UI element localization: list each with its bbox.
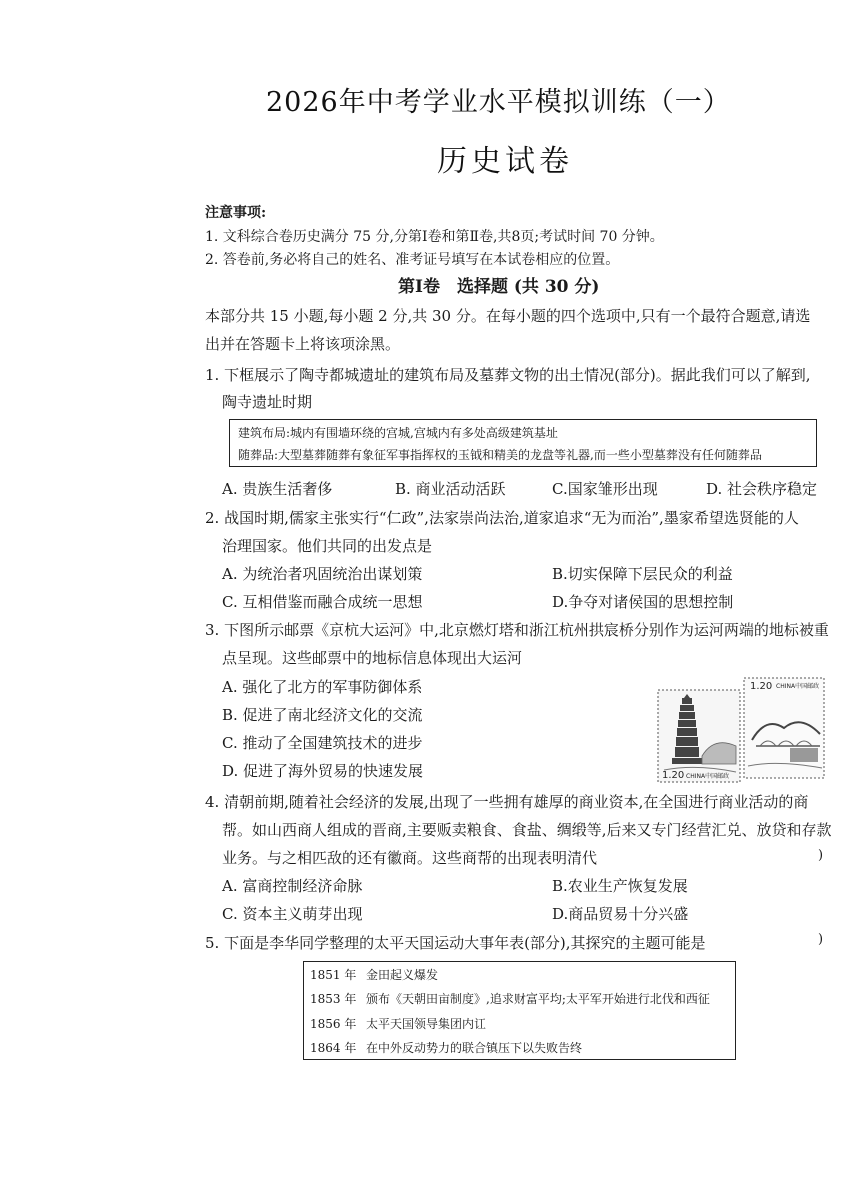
right-stamp-postal: CHINA中国邮政: [776, 683, 820, 690]
q3-option-c: C. 推动了全国建筑技术的进步: [222, 734, 423, 752]
notice-heading: 注意事项:: [205, 205, 267, 221]
section-intro-line-1: 本部分共 15 小题,每小题 2 分,共 30 分。在每小题的四个选项中,只有一个最符合题意,请选: [205, 307, 811, 325]
q4-stem-line-2: 帮。如山西商人组成的晋商,主要贩卖粮食、食盐、绸缎等,后来又专门经营汇兑、放贷和存款: [222, 821, 832, 839]
q5-stem: 5. 下面是李华同学整理的太平天国运动大事年表(部分),其探究的主题可能是: [205, 934, 706, 952]
q2-option-a: A. 为统治者巩固统治出谋划策: [222, 565, 423, 583]
timeline-event: 颁布《天朝田亩制度》,追求财富平均;太平军开始进行北伐和西征: [366, 992, 710, 1006]
q4-option-d: D.商品贸易十分兴盛: [552, 905, 689, 923]
timeline-row: [310, 990, 710, 1007]
stamps-illustration: [656, 676, 826, 786]
q2-stem-line-2: 治理国家。他们共同的出发点是: [222, 537, 433, 555]
q1-info-box: [229, 419, 817, 467]
q3-option-b: B. 促进了南北经济文化的交流: [222, 706, 423, 724]
right-stamp-value: 1.20: [750, 681, 773, 692]
q3-option-a: A. 强化了北方的军事防御体系: [222, 678, 423, 696]
q1-option-d: D. 社会秩序稳定: [706, 480, 818, 498]
section-title: 第Ⅰ卷 选择题 (共 30 分): [398, 277, 600, 297]
timeline-event: 金田起义爆发: [366, 968, 439, 982]
timeline-year: 1864 年: [310, 1041, 357, 1055]
q1-box-line-1: 建筑布局:城内有围墙环绕的宫城,宫城内有多处高级建筑基址: [238, 426, 558, 440]
q1-option-b: B. 商业活动活跃: [395, 480, 506, 498]
q1-stem-line-2: 陶寺遗址时期: [222, 393, 313, 411]
notice-item-1: 1. 文科综合卷历史满分 75 分,分第Ⅰ卷和第Ⅱ卷,共8页;考试时间 70 分钟。: [205, 229, 664, 245]
q4-stem-line-1: 4. 清朝前期,随着社会经济的发展,出现了一些拥有雄厚的商业资本,在全国进行商业活动的商: [205, 793, 809, 811]
timeline-row: [310, 1039, 582, 1056]
left-stamp-value: 1.20: [662, 770, 685, 781]
left-stamp-frame: [658, 690, 740, 782]
q5-timeline-table: [303, 961, 736, 1060]
timeline-year: 1853 年: [310, 992, 357, 1006]
q4-answer-mark: ): [818, 848, 824, 863]
q4-option-b: B.农业生产恢复发展: [552, 877, 688, 895]
q2-stem-line-1: 2. 战国时期,儒家主张实行“仁政”,法家崇尚法治,道家追求“无为而治”,墨家希望选贤能的人: [205, 509, 799, 527]
q3-stem-line-2: 点呈现。这些邮票中的地标信息体现出大运河: [222, 649, 523, 667]
q2-option-d: D.争夺对诸侯国的思想控制: [552, 593, 734, 611]
section-intro-line-2: 出并在答题卡上将该项涂黑。: [205, 335, 401, 353]
q4-option-a: A. 富商控制经济命脉: [222, 877, 363, 895]
q4-stem-line-3: 业务。与之相匹敌的还有徽商。这些商帮的出现表明清代: [222, 849, 598, 867]
q3-stem-line-1: 3. 下图所示邮票《京杭大运河》中,北京燃灯塔和浙江杭州拱宸桥分别作为运河两端的地标被重: [205, 621, 829, 639]
notice-item-2: 2. 答卷前,务必将自己的姓名、准考证号填写在本试卷相应的位置。: [205, 252, 620, 268]
exam-title: 2026年中考学业水平模拟训练（一）: [266, 87, 731, 118]
timeline-year: 1856 年: [310, 1017, 357, 1031]
q1-box-line-2: 随葬品:大型墓葬随葬有象征军事指挥权的玉钺和精美的龙盘等礼器,而一些小型墓葬没有任何随葬品: [238, 448, 762, 462]
grand-canal-stamps: [656, 676, 826, 786]
q5-answer-mark: ): [818, 932, 824, 947]
left-stamp-postal: CHINA中国邮政: [686, 773, 730, 780]
q4-option-c: C. 资本主义萌芽出现: [222, 905, 363, 923]
timeline-event: 太平天国领导集团内讧: [366, 1017, 487, 1031]
timeline-row: [310, 1015, 486, 1032]
q3-option-d: D. 促进了海外贸易的快速发展: [222, 762, 424, 780]
timeline-event: 在中外反动势力的联合镇压下以失败告终: [366, 1041, 583, 1055]
q1-option-c: C.国家雏形出现: [552, 480, 658, 498]
timeline-year: 1851 年: [310, 968, 357, 982]
q2-option-c: C. 互相借鉴而融合成统一思想: [222, 593, 423, 611]
timeline-row: [310, 966, 438, 983]
exam-subtitle: 历史试卷: [437, 144, 573, 179]
q2-option-b: B.切实保障下层民众的利益: [552, 565, 733, 583]
q1-stem-line-1: 1. 下框展示了陶寺都城遗址的建筑布局及墓葬文物的出土情况(部分)。据此我们可以了解到,: [205, 366, 811, 384]
q1-option-a: A. 贵族生活奢侈: [222, 480, 333, 498]
